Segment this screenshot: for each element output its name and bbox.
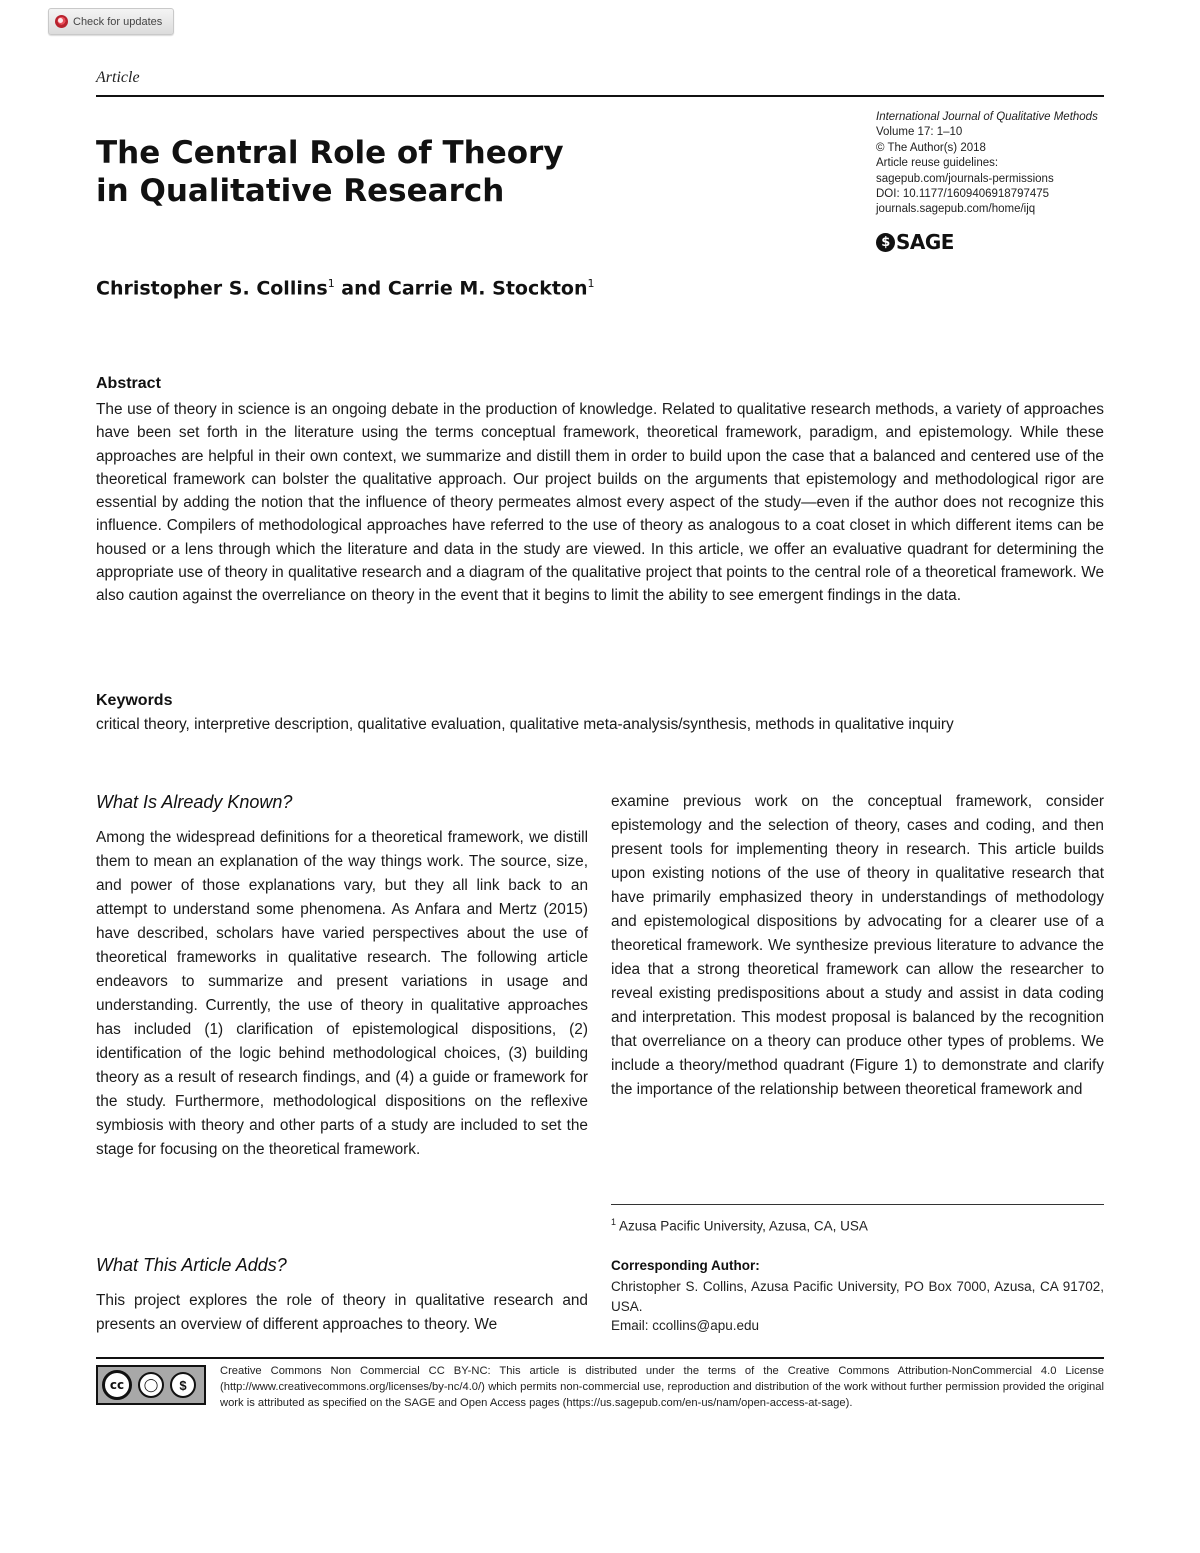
author-2-affiliation: 1 [587, 277, 595, 290]
cc-icon: cc [102, 1370, 132, 1400]
check-for-updates-button[interactable] [48, 8, 174, 35]
sage-logo-text: SAGE [896, 230, 954, 254]
author-1-affiliation: 1 [327, 277, 335, 290]
keywords-text: critical theory, interpretive description, qualitative evaluation, qualitative meta-analysis/synthesis, methods in qualitative inquiry [96, 716, 954, 733]
volume: Volume 17: 1–10 [876, 126, 963, 139]
abstract-text: The use of theory in science is an ongoing debate in the production of knowledge. Related to qualitative research methods, a variety of approaches have been set forth in the literature using the terms conceptual framework, theoretical framework, paradigm, and epistemology. While these approaches are helpful in their own context, we summarize and distill them in order to build upon the case that a balanced and centered use of the theoretical framework can bolster the qualitative approach. Our project builds on the arguments that epistemology and methodological rigor are essential by adding the notion that the influence of theory permeates almost every aspect of the study—even if the author does not recognize this influence. Compilers of methodological approaches have referred to the use of theory as analogous to a coat closet in which different items can be housed or a lens through which the literature and data in the study are viewed. In this article, we offer an evaluative quadrant for determining the appropriate use of theory in qualitative research and a diagram of the qualitative project that points to the central role of a theoretical framework. We also caution against the overreliance on theory in the event that it begins to limit the ability to see emergent findings in the data. [96, 401, 1104, 605]
crossmark-icon [55, 15, 68, 28]
by-icon: ◯ [138, 1372, 164, 1398]
journal-homepage[interactable]: journals.sagepub.com/home/ijq [876, 203, 1036, 216]
sage-logo [876, 230, 954, 254]
section-heading-adds: What This Article Adds? [96, 1255, 287, 1275]
license-text: Creative Commons Non Commercial CC BY-NC: This article is distributed under the terms of the Creative Commons Attribution-NonCommercial 4.0 License (http://www.creativecommons.org/licenses/by-nc/4.0/) which permits non-commercial use, reproduction and distribution of the work without further permission provided the original work is attributed as specified on the SAGE and Open Access pages (https://us.sagepub.com/en-us/nam/open-access-at-sage). [220, 1365, 1104, 1409]
abstract-heading: Abstract [96, 375, 161, 392]
section-heading-known: What Is Already Known? [96, 792, 293, 812]
header-rule [96, 95, 1104, 97]
reuse-link[interactable]: sagepub.com/journals-permissions [876, 172, 1054, 185]
corresponding-author [611, 1277, 1104, 1336]
author-conjunction: and [334, 277, 388, 300]
check-for-updates-label: Check for updates [73, 15, 163, 28]
doi[interactable]: DOI: 10.1177/1609406918797475 [876, 188, 1050, 201]
affiliation-marker: 1 [611, 1217, 617, 1227]
author-list [96, 277, 595, 299]
title-line-1: The Central Role of Theory [96, 135, 564, 171]
reuse-label: Article reuse guidelines: [876, 157, 999, 170]
section-text-adds: This project explores the role of theory in qualitative research and presents an overview of different approaches to theory. We [96, 1292, 588, 1333]
corresponding-heading: Corresponding Author: [611, 1258, 760, 1273]
corresponding-text: Christopher S. Collins, Azusa Pacific University, PO Box 7000, Azusa, CA 91702, USA. [611, 1279, 1104, 1314]
affiliation-footnote [611, 1217, 1104, 1234]
license-rule [96, 1357, 1104, 1359]
right-column-text: examine previous work on the conceptual framework, consider epistemology and the selection of theory, cases and coding, and then present tools for implementing theory in research. This article builds upon existing notions of the use of theory in qualitative research that have primarily emphasized theory in understandings of methodology and epistemological dispositions by advocating for a clearer use of a theoretical framework. We synthesize previous literature to advance the idea that a strong theoretical framework can allow the researcher to reveal existing predispositions about a study and assist in data coding and interpretation. This modest proposal is balanced by the recognition that overreliance on a theory can produce other types of problems. We include a theory/method quadrant (Figure 1) to demonstrate and clarify the importance of the relationship between theoretical framework and [611, 793, 1104, 1098]
sage-logo-icon: $ [876, 233, 895, 252]
affiliation-text: Azusa Pacific University, Azusa, CA, USA [616, 1218, 868, 1234]
article-title [96, 134, 796, 210]
section-label: Article [96, 69, 140, 86]
journal-meta [876, 110, 1176, 218]
copyright: © The Author(s) 2018 [876, 141, 986, 154]
author-1: Christopher S. Collins [96, 277, 328, 300]
journal-name: International Journal of Qualitative Methods [876, 111, 1098, 123]
nc-icon: $ [170, 1372, 196, 1398]
keywords-heading: Keywords [96, 692, 173, 709]
title-line-2: in Qualitative Research [96, 173, 505, 209]
author-2: Carrie M. Stockton [387, 277, 588, 300]
section-text-known: Among the widespread definitions for a theoretical framework, we distill them to mean an explanation of the way things work. The source, size, and power of those explanations vary, but they all link back to an attempt to understand some phenomena. As Anfara and Mertz (2015) have described, scholars have varied perspectives about the use of theoretical frameworks in qualitative research. The following article endeavors to summarize and present variations in usage and understanding. Currently, the use of theory in qualitative approaches has included (1) clarification of epistemological dispositions, (2) identification of the logic behind methodological choices, (3) building theory as a result of research findings, and (4) a guide or framework for the study. Furthermore, methodological dispositions on the reflexive symbiosis with theory and other parts of a study are included to set the stage for focusing on the theoretical framework. [96, 829, 588, 1158]
corresponding-email[interactable]: Email: ccollins@apu.edu [611, 1318, 760, 1333]
cc-license-badge [96, 1365, 206, 1405]
footnote-rule [611, 1204, 1104, 1205]
